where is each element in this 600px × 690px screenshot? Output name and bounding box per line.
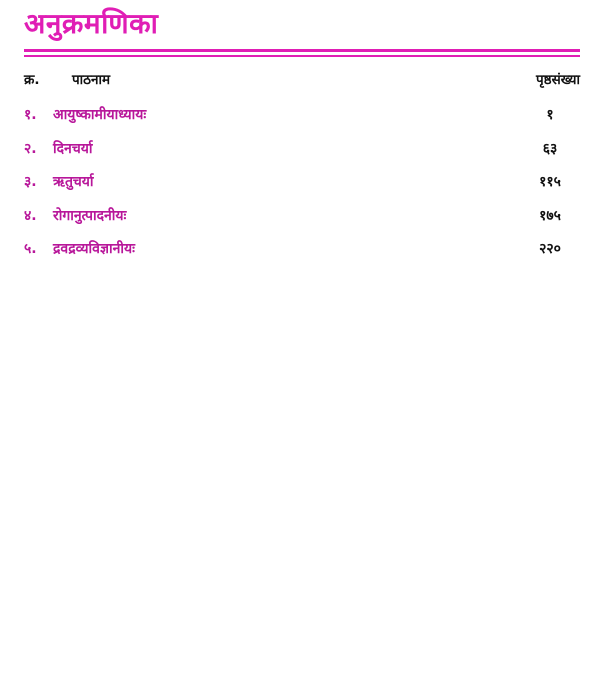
toc-entry-page: १ [546, 107, 554, 123]
toc-entry[interactable] [24, 237, 580, 271]
toc-header-title: पाठनाम [72, 72, 111, 88]
toc-list [24, 103, 580, 271]
title-divider-thick [24, 49, 580, 52]
toc-entry-number: ४. [24, 207, 37, 224]
toc-header-number: क्र. [24, 72, 40, 88]
toc-entry-number: २. [24, 140, 37, 157]
toc-entry-title[interactable]: द्रवद्रव्यविज्ञानीयः [53, 241, 135, 257]
toc-entry[interactable] [24, 103, 580, 137]
toc-entry[interactable] [24, 204, 580, 238]
toc-entry-page: २२० [539, 241, 561, 257]
toc-entry-page: ११५ [539, 174, 561, 190]
toc-entry[interactable] [24, 170, 580, 204]
toc-entry-number: ५. [24, 241, 37, 257]
toc-entry-title[interactable]: ऋतुचर्या [53, 174, 94, 190]
toc-header-row [24, 70, 580, 90]
toc-entry-page: १७५ [539, 207, 561, 224]
toc-entry-number: १. [24, 107, 37, 123]
page-title: अनुक्रमणिका [24, 7, 159, 40]
toc-entry-number: ३. [24, 174, 37, 190]
toc-header-page: पृष्ठसंख्या [536, 72, 580, 88]
toc-entry-title[interactable]: रोगानुत्पादनीयः [53, 207, 127, 224]
toc-entry-title[interactable]: दिनचर्या [53, 140, 93, 157]
title-divider-thin [24, 55, 580, 57]
toc-entry[interactable] [24, 137, 580, 171]
toc-entry-page: ६३ [542, 140, 558, 157]
toc-entry-title[interactable]: आयुष्कामीयाध्यायः [53, 107, 147, 123]
